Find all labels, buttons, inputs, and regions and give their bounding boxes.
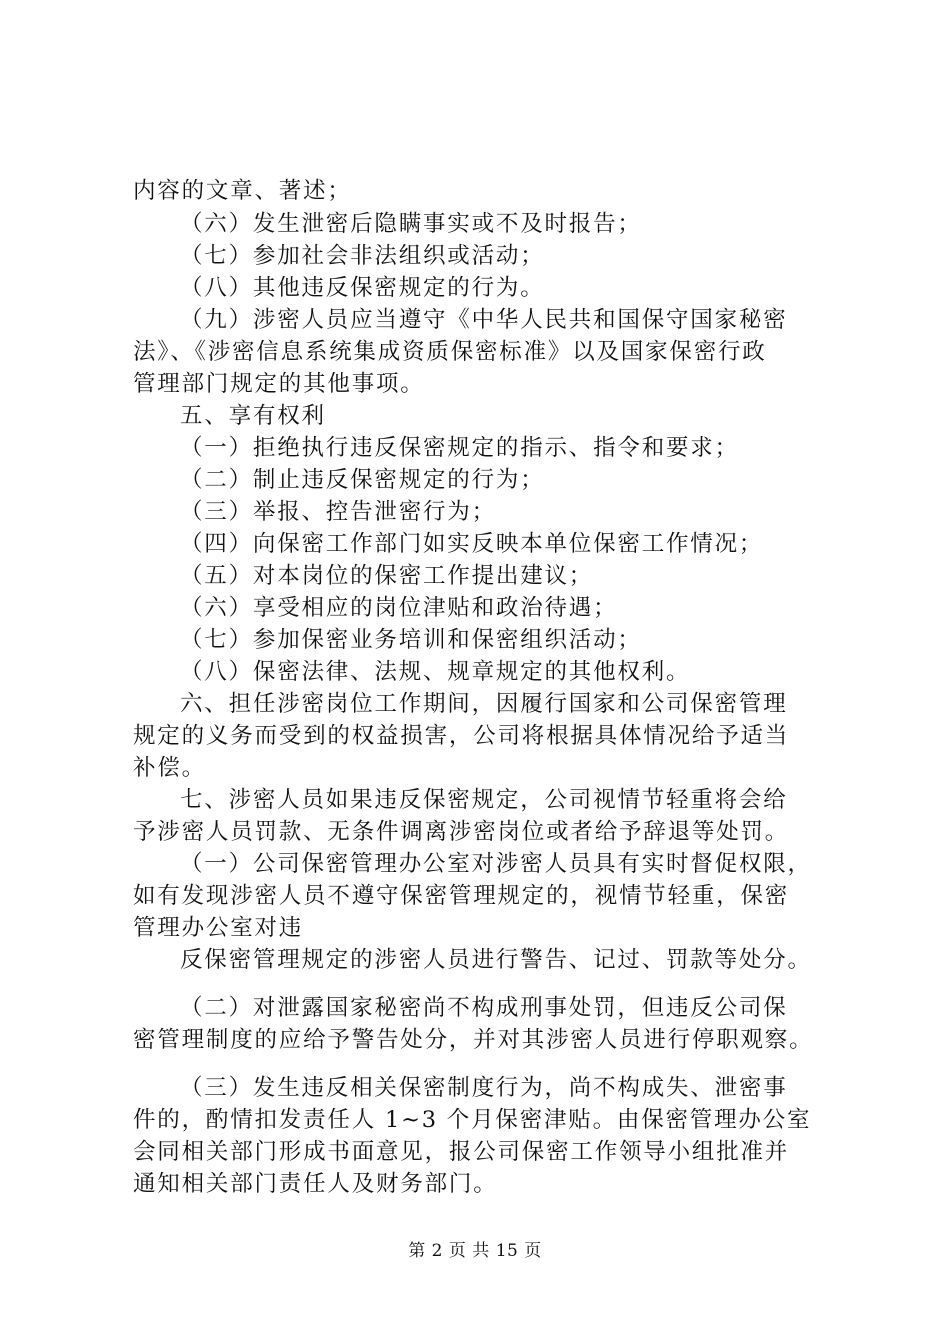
text-line: 六、担任涉密岗位工作期间，因履行国家和公司保密管理 — [180, 691, 788, 717]
text-line: 如有发现涉密人员不遵守保密管理规定的，视情节轻重，保密 — [133, 883, 790, 909]
text-line: （四）向保密工作部门如实反映本单位保密工作情况； — [180, 531, 764, 557]
text-line: 反保密管理规定的涉密人员进行警告、记过、罚款等处分。 — [180, 947, 812, 973]
text-line: （六）发生泄密后隐瞒事实或不及时报告； — [180, 211, 642, 237]
text-line: （六）享受相应的岗位津贴和政治待遇； — [180, 595, 618, 621]
text-line: （三）发生违反相关保密制度行为，尚不构成失、泄密事 — [180, 1075, 788, 1101]
text-line: 管理办公室对违 — [133, 915, 304, 941]
text-line: 规定的义务而受到的权益损害，公司将根据具体情况给予适当 — [133, 723, 790, 749]
text-line: （二）对泄露国家秘密尚不构成刑事处罚，但违反公司保 — [180, 995, 788, 1021]
text-line: （五）对本岗位的保密工作提出建议； — [180, 563, 594, 589]
text-line: （三）举报、控告泄密行为； — [180, 499, 496, 525]
text-line: （一）拒绝执行违反保密规定的指示、指令和要求； — [180, 435, 739, 461]
text-line: （八）保密法律、法规、规章规定的其他权利。 — [180, 659, 691, 685]
text-line: 会同相关部门形成书面意见，报公司保密工作领导小组批准并 — [133, 1139, 790, 1165]
text-line: 密管理制度的应给予警告处分，并对其涉密人员进行停职观察。 — [133, 1027, 814, 1053]
text-line: 七、涉密人员如果违反保密规定，公司视情节轻重将会给 — [180, 787, 788, 813]
text-line: （九）涉密人员应当遵守《中华人民共和国保守国家秘密 — [180, 307, 788, 333]
page-number: 第 2 页 共 15 页 — [408, 1241, 542, 1261]
text-line: 法》、《涉密信息系统集成资质保密标准》以及国家保密行政 — [133, 339, 767, 365]
text-line: 通知相关部门责任人及财务部门。 — [133, 1171, 498, 1197]
text-line: 管理部门规定的其他事项。 — [133, 371, 425, 397]
text-line: （七）参加保密业务培训和保密组织活动； — [180, 627, 642, 653]
text-line: 予涉密人员罚款、无条件调离涉密岗位或者给予辞退等处罚。 — [133, 819, 790, 845]
text-line: （二）制止违反保密规定的行为； — [180, 467, 545, 493]
text-line: 内容的文章、著述； — [133, 178, 352, 204]
text-line: 件的，酌情扣发责任人 1~3 个月保密津贴。由保密管理办公室 — [133, 1107, 812, 1133]
text-line: （一）公司保密管理办公室对涉密人员具有实时督促权限， — [180, 851, 812, 877]
text-line: 补偿。 — [133, 755, 206, 781]
text-line: （七）参加社会非法组织或活动； — [180, 243, 545, 269]
section-heading: 五、享有权利 — [180, 403, 326, 429]
text-line: （八）其他违反保密规定的行为。 — [180, 275, 545, 301]
